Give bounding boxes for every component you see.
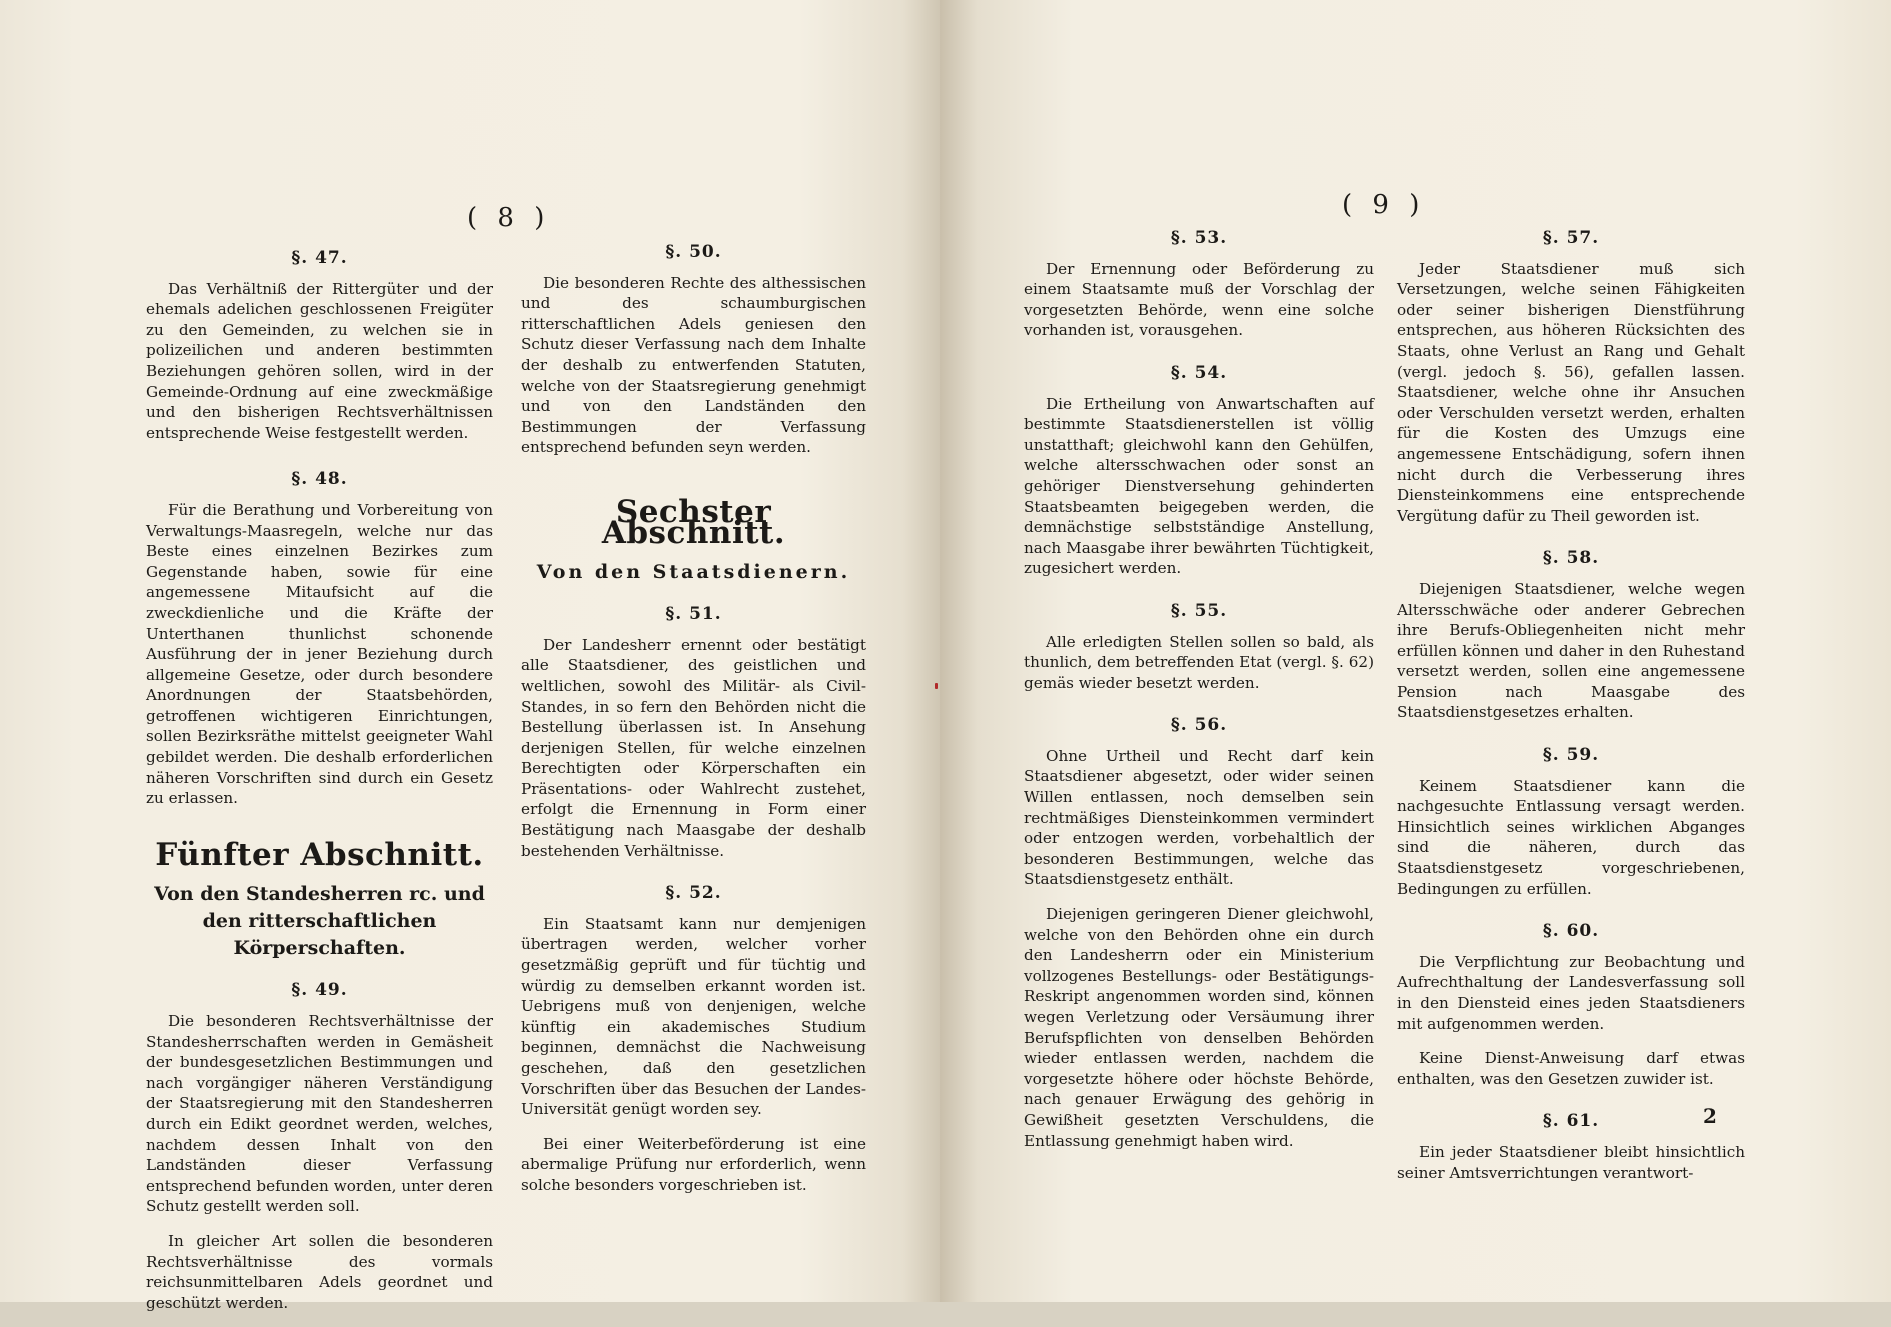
right-page-column-2 <box>1397 222 1745 1197</box>
section-heading: §. 53. <box>1170 228 1228 248</box>
section-heading: §. 58. <box>1542 548 1600 569</box>
section-text: Diejenigen geringeren Diener gleichwohl, welche von den Behörden ohne ein durch den Landesherrn oder ein Ministerium vollzogenes Bestellungs- oder Bestätigungs-Reskript angenommen worden sind, können wegen Verletzung oder Versäumung ihrer Berufspflichten von denselben Behörden wieder entlassen werden, nachdem die vorgesetzte höhere oder höchste Behörde, nach genauer Erwägung des gehörig in Gewißheit gesetzten Verschuldens, die Entlassung genehmigt haben wird. <box>1024 905 1374 1150</box>
section-text: Diejenigen Staatsdiener, welche wegen Altersschwäche oder anderer Gebrechen ihre Berufs-Obliegenheiten nicht mehr erfüllen können und daher in den Ruhestand versetzt werden, sollen eine angemessene Pension nach Maasgabe des Staatsdienstgesetzes erhalten. <box>1397 579 1745 722</box>
section-heading: §. 57. <box>1542 228 1600 248</box>
section-text: Ein Staatsamt kann nur demjenigen übertragen werden, welcher vorher gesetzmäßig geprüft und für tüchtig und würdig zu demselben erkannt worden ist. Uebrigens muß von denjenigen, welche künftig ein akademisches Studium beginnen, demnächst die Nachweisung geschehen, daß den gesetzlichen Vorschriften über das Besuchen der Landes-Universität genügt worden sey. <box>521 914 866 1119</box>
chapter-title: Fünfter Abschnitt. <box>155 836 484 873</box>
section-heading: §. 51. <box>665 604 722 625</box>
left-page <box>0 0 940 1312</box>
section-heading: §. 52. <box>665 883 722 904</box>
section-heading: §. 59. <box>1542 745 1600 766</box>
section-text: Ohne Urtheil und Recht darf kein Staatsdiener abgesetzt, oder wider seinen Willen entlassen, noch demselben sein rechtmäßiges Diensteinkommen vermindert oder entzogen werden, vorbehaltlich der besonderen Bestimmungen, welche das Staatsdienstgesetz enthält. <box>1024 746 1374 889</box>
chapter-subtitle: Von den Standesherren rc. und den ritterschaftlichen Körperschaften. <box>154 883 485 960</box>
right-page-column-1 <box>1024 222 1374 1165</box>
section-text: Bei einer Weiterbeförderung ist eine abermalige Prüfung nur erforderlich, wenn solche besonders vorgeschrieben ist. <box>521 1134 866 1194</box>
section-heading: §. 49. <box>291 980 348 1001</box>
left-page-column-1 <box>146 242 493 1327</box>
section-text: In gleicher Art sollen die besonderen Rechtsverhältnisse des vormals reichsunmittelbaren Adels geordnet und geschützt werden. <box>146 1231 493 1312</box>
section-text: Das Verhältniß der Rittergüter und der ehemals adelichen geschlossenen Freigüter zu den Gemeinden, zu welchen sie in polizeilichen und anderen bestimmten Beziehungen gehören sollen, wird in der Gemeinde-Ordnung auf eine zweckmäßige und den bisherigen Rechtsverhältnissen entsprechende Weise festgestellt werden. <box>146 279 493 442</box>
section-heading: §. 50. <box>665 242 722 262</box>
section-heading: §. 55. <box>1170 600 1228 621</box>
gutter-mark <box>935 683 938 689</box>
section-text: Für die Berathung und Vorbereitung von Verwaltungs-Maasregeln, welche nur das Beste eines einzelnen Bezirkes zum Gegenstande haben, sowie für eine angemessene Mitaufsicht auf die zweckdienliche und die Kräfte der Unterthanen thunlichst schonende Ausführung der in jener Beziehung durch allgemeine Gesetze, oder durch besondere Anordnungen der Staatsbehörden, getroffenen wichtigeren Einrichtungen, sollen Bezirksräthe mittelst geeigneter Wahl gebildet werden. Die deshalb erforderlichen näheren Vorschriften sind durch ein Gesetz zu erlassen. <box>146 500 493 808</box>
page-number: ( 8 ) <box>467 203 551 233</box>
section-heading: §. 47. <box>291 248 348 268</box>
chapter-title: Sechster Abschnitt. <box>601 493 786 551</box>
left-page-column-2 <box>521 236 866 1210</box>
section-heading: §. 60. <box>1542 921 1600 942</box>
section-heading: §. 54. <box>1170 362 1228 383</box>
right-page <box>940 0 1891 1302</box>
page-number: ( 9 ) <box>1342 190 1426 220</box>
section-text: Der Ernennung oder Beförderung zu einem Staatsamte muß der Vorschlag der vorgesetzten Behörde, wenn eine solche vorhanden ist, vorausgehen. <box>1024 259 1374 340</box>
section-text: Ein jeder Staatsdiener bleibt hinsichtlich seiner Amtsverrichtungen verantwort- <box>1397 1142 1745 1182</box>
section-text: Die besonderen Rechtsverhältnisse der Standesherrschaften werden in Gemäsheit der bundesgesetzlichen Bestimmungen und nach vorgängiger näheren Verständigung der Staatsregierung mit den Standesherren durch ein Edikt geordnet werden, welches, nachdem dessen Inhalt von den Landständen dieser Verfassung entsprechend befunden worden, unter deren Schutz gestellt werden soll. <box>146 1012 493 1216</box>
signature-mark: 2 <box>1703 1104 1717 1128</box>
section-text: Der Landesherr ernennt oder bestätigt alle Staatsdiener, des geistlichen und weltlichen, sowohl des Militär- als Civil-Standes, in so fern den Behörden nicht die Bestellung überlassen ist. In Ansehung derjenigen Stellen, für welche einzelnen Berechtigten oder Körperschaften ein Präsentations- oder Wahlrecht zustehet, erfolgt die Ernennung in Form einer Bestätigung nach Maasgabe der deshalb bestehenden Verhältnisse. <box>521 635 866 860</box>
section-text: Jeder Staatsdiener muß sich Versetzungen, welche seinen Fähigkeiten oder seiner bisherigen Dienstführung entsprechen, aus höheren Rücksichten des Staats, ohne Verlust an Rang und Gehalt (vergl. jedoch §. 56), gefallen lassen. Staatsdiener, welche ohne ihr Ansuchen oder Verschulden versetzt werden, erhalten für die Kosten des Umzugs eine angemessene Entschädigung, sofern ihnen nicht durch die Verbesserung ihres Diensteinkommens eine entsprechende Vergütung dafür zu Theil geworden ist. <box>1397 259 1745 525</box>
section-heading: §. 56. <box>1170 715 1228 736</box>
section-text: Die Ertheilung von Anwartschaften auf bestimmte Staatsdienerstellen ist völlig unstatthaft; gleichwohl kann den Gehülfen, welche altersschwachen oder sonst an gehöriger Dienstversehung gehinderten Staatsbeamten beigegeben werden, die demnächstige selbstständige Anstellung, nach Maasgabe ihrer bewährten Tüchtigkeit, zugesichert werden. <box>1024 394 1374 578</box>
section-text: Die Verpflichtung zur Beobachtung und Aufrechthaltung der Landesverfassung soll in den Diensteid eines jeden Staatsdieners mit aufgenommen werden. <box>1397 952 1745 1033</box>
chapter-subtitle: Von den Staatsdienern. <box>536 561 851 584</box>
section-text: Alle erledigten Stellen sollen so bald, als thunlich, dem betreffenden Etat (vergl. §. 62) gemäs wieder besetzt werden. <box>1024 632 1374 692</box>
section-heading: §. 61. <box>1542 1111 1600 1132</box>
section-text: Keinem Staatsdiener kann die nachgesuchte Entlassung versagt werden. Hinsichtlich seines wirklichen Abganges sind die näheren, durch das Staatsdienstgesetz vorgeschriebenen, Bedingungen zu erfüllen. <box>1397 776 1745 898</box>
section-text: Keine Dienst-Anweisung darf etwas enthalten, was den Gesetzen zuwider ist. <box>1397 1049 1745 1088</box>
section-text: Die besonderen Rechte des althessischen und des schaumburgischen ritterschaftlichen Adels geniesen den Schutz dieser Verfassung nach dem Inhalte der deshalb zu entwerfenden Statuten, welche von der Staatsregierung genehmigt und von den Landständen den Bestimmungen der Verfassung entsprechend befunden seyn werden. <box>521 273 866 457</box>
section-heading: §. 48. <box>291 469 348 490</box>
